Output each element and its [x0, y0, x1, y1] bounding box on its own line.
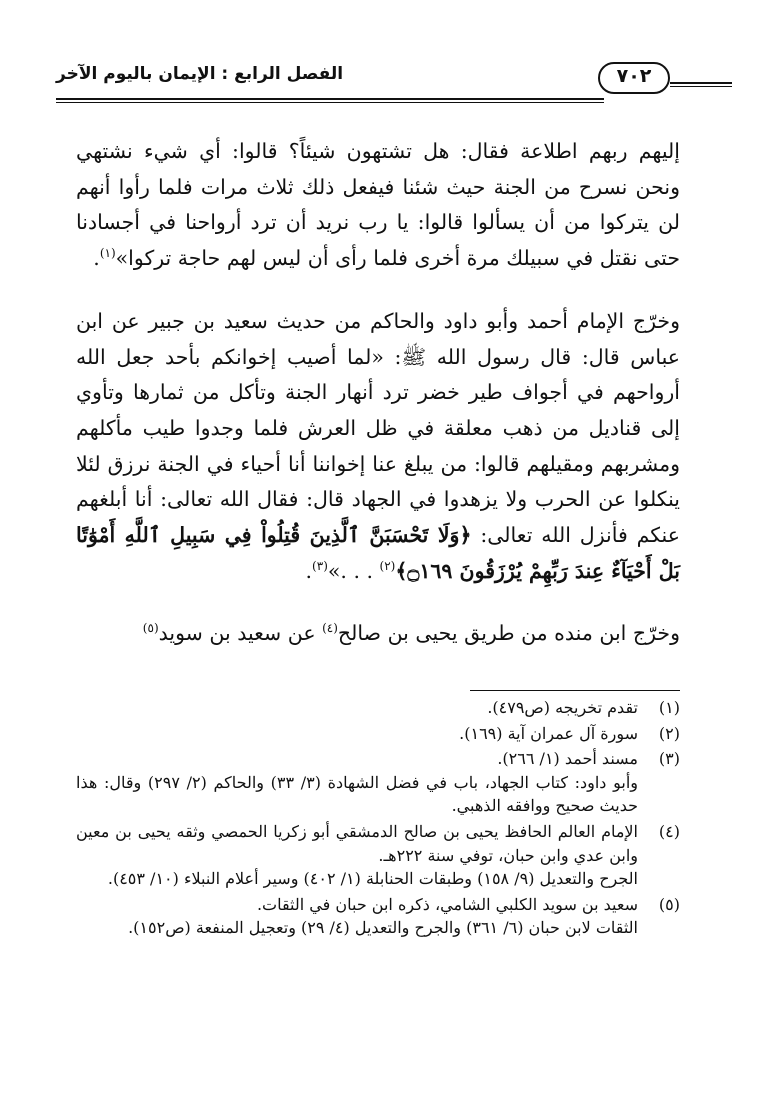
chapter-title: الفصل الرابع : الإيمان باليوم الآخر	[56, 64, 344, 84]
header-tail-rule-thin	[670, 86, 732, 87]
paragraph-2-text: وخرّج الإمام أحمد وأبو داود والحاكم من حديث سعيد بن جبير عن ابن عباس قال: قال رسول الله ﷺ: «لما أصيب إخوانكم بأحد جعل الله أرواحهم في أجواف طير خضر ترد أنهار الجنة وتأكل من ثمارها وتأوي إلى قناديل من ذهب معلقة في ظل العرش فلما وجدوا طيب مأكلهم ومشربهم ومقيلهم قالوا: من يبلغ عنا إخواننا أنا أحياء في الجنة نرزق لئلا ينكلوا عن الحرب ولا يزهدوا في الجهاد قال: فقال الله تعالى: أنا أبلغهم عنكم فأنزل الله تعالى:	[76, 308, 680, 548]
footnote-line: الإمام العالم الحافظ يحيى بن صالح الدمشقي أبو زكريا الحمصي وثقه يحيى بن معين وابن عدي وابن حبان، توفي سنة ٢٢٢هـ.	[76, 821, 638, 865]
footnote-ref-5[interactable]: (٥)	[142, 621, 159, 636]
paragraph-1	[76, 134, 680, 277]
footnote-ref-1[interactable]: (١)	[99, 246, 116, 261]
header-rule-thin	[56, 102, 604, 103]
page-number: ٧٠٢	[616, 65, 652, 87]
footnote-line: الجرح والتعديل (٩/ ١٥٨) وطبقات الحنابلة (١/ ٤٠٢) وسير أعلام النبلاء (١٠/ ٤٥٣).	[107, 869, 638, 889]
footnote-number: (٥)	[658, 894, 680, 914]
paragraph-1-text: إليهم ربهم اطلاعة فقال: هل تشتهون شيئاً؟ قالوا: أي شيء نشتهي ونحن نسرح من الجنة حيث شئنا فيفعل ذلك ثلاث مرات فلما رأوا أنهم لن يتركوا من أن يسألوا قالوا: يا رب نريد أن ترد أرواحنا في أجسادنا حتى نقتل في سبيلك مرة أخرى فلما رأى أن ليس لهم حاجة تركوا»	[76, 139, 680, 271]
footnote-1	[76, 696, 680, 720]
footnote-5	[76, 893, 680, 940]
footnote-number: (٤)	[658, 821, 680, 841]
page-number-badge	[598, 62, 670, 94]
footnote-line: الثقات لابن حبان (٦/ ٣٦١) والجرح والتعديل (٤/ ٢٩) وتعجيل المنفعة (ص١٥٢).	[128, 918, 638, 938]
header-rule	[56, 98, 604, 100]
footnote-ref-4[interactable]: (٤)	[322, 621, 338, 636]
footnote-2	[76, 722, 680, 746]
footnote-3	[76, 747, 680, 818]
paragraph-1-end: .	[93, 246, 100, 271]
paragraph-3	[76, 616, 680, 652]
footnote-number: (٢)	[658, 723, 680, 743]
footnote-line: سعيد بن سويد الكلبي الشامي، ذكره ابن حبان في الثقات.	[256, 894, 638, 914]
footnote-ref-2[interactable]: (٢)	[379, 558, 396, 573]
footnote-number: (٣)	[658, 749, 680, 769]
quran-verse: ﴿وَلَا تَحْسَبَنَّ ٱلَّذِينَ قُتِلُواْ فِي سَبِيلِ ٱللَّهِ أَمْوَٰتًا بَلْ أَحْيَآءٌ عِندَ رَبِّهِمْ يُرْزَقُونَ ۝١٦٩﴾	[76, 523, 680, 583]
paragraph-2-ellipsis: . . .»	[327, 558, 380, 583]
main-text	[76, 134, 680, 652]
footnote-ref-3[interactable]: (٣)	[312, 558, 328, 573]
footnote-line: سورة آل عمران آية (١٦٩).	[459, 723, 638, 743]
header-tail-rule	[670, 82, 732, 84]
footnote-number: (١)	[658, 698, 680, 717]
paragraph-2	[76, 304, 680, 590]
paragraph-3-text-b: عن سعيد بن سويد	[158, 621, 323, 646]
footnote-line: مسند أحمد (١/ ٢٦٦).	[497, 749, 638, 769]
footnote-line: تقدم تخريجه (ص٤٧٩).	[487, 698, 638, 717]
paragraph-3-text-a: وخرّج ابن منده من طريق يحيى بن صالح	[337, 621, 680, 646]
page-header	[56, 60, 676, 100]
footnote-separator	[470, 690, 680, 691]
paragraph-2-end: .	[305, 558, 313, 583]
footnote-4	[76, 820, 680, 891]
footnote-line: وأبو داود: كتاب الجهاد، باب في فضل الشهادة (٣/ ٣٣) والحاكم (٢/ ٢٩٧) وقال: هذا حديث صحيح ووافقه الذهبي.	[76, 772, 638, 816]
footnotes	[76, 696, 680, 942]
